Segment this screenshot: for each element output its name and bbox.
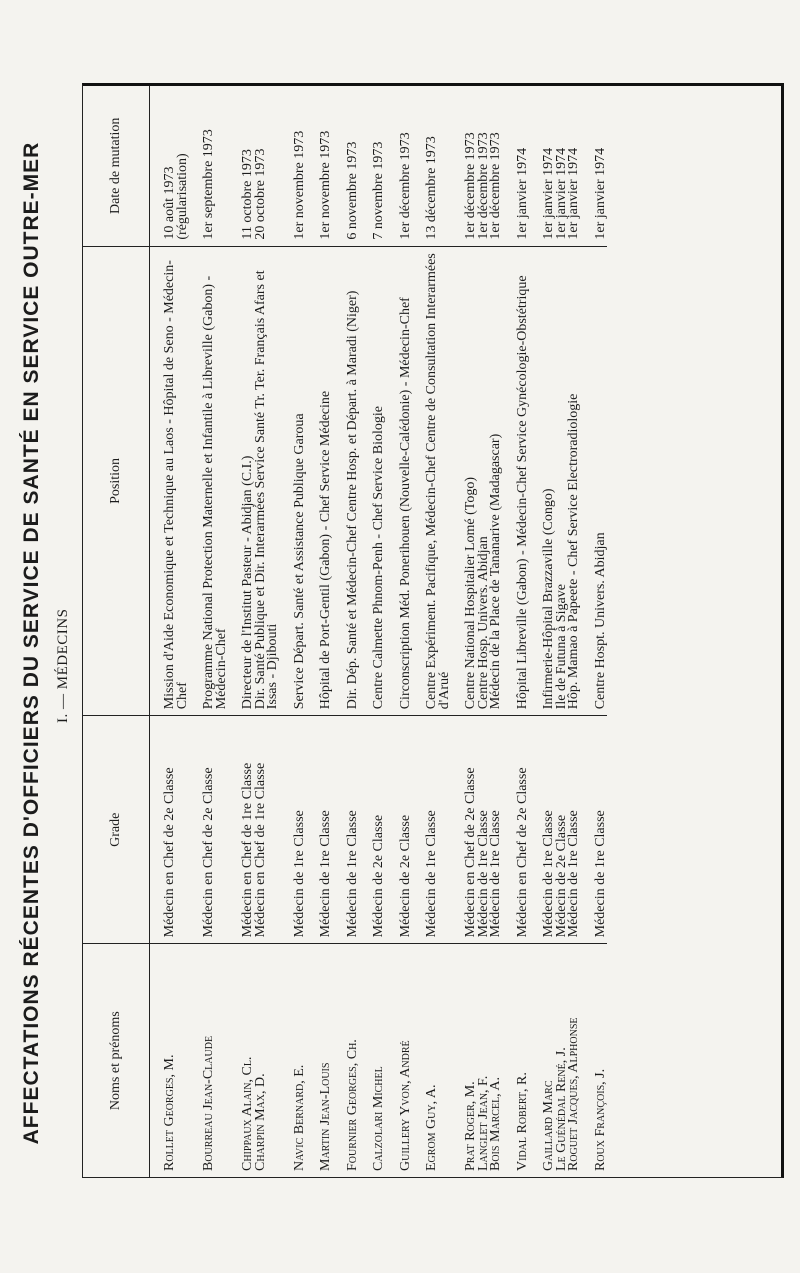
cell-name xyxy=(451,944,503,1177)
cell-pos xyxy=(503,246,530,716)
assignments-table-frame xyxy=(82,83,784,1178)
table-row xyxy=(333,86,360,1177)
cell-grade xyxy=(451,716,503,944)
grade-text: Médecin de 1re Classe xyxy=(475,810,491,938)
cell-grade xyxy=(503,716,530,944)
position-text: Hôpital Libreville (Gabon) - Médecin-Chef Service Gynécologie-Obstétrique xyxy=(514,275,530,710)
position-text: Dir. Santé Publique et Dir. Interarmées Service Santé Tr. Ter. Français Afars et Issas - Djibouti xyxy=(252,270,280,710)
grade-text: Médecin en Chef de 2e Classe xyxy=(463,767,478,938)
cell-grade xyxy=(412,716,451,944)
mutation-date: 1er décembre 1973 xyxy=(488,132,503,240)
cell-name xyxy=(503,944,530,1177)
position-text: Mission d'Aide Economique et Technique au Laos - Hôpital de Seno - Médecin-Chef xyxy=(162,260,190,710)
grade-text: Médecin en Chef de 2e Classe xyxy=(201,767,216,938)
position-text: Service Départ. Santé et Assistance Publique Garoua xyxy=(291,413,307,710)
cell-grade xyxy=(150,716,190,944)
person-name: Charpin Max, D. xyxy=(252,1073,268,1171)
cell-pos xyxy=(581,246,608,716)
grade-text: Médecin de 2e Classe xyxy=(371,814,386,938)
person-name: Bois Marcel, A. xyxy=(488,1076,503,1171)
person-name: Bourreau Jean-Claude xyxy=(201,1035,216,1171)
cell-date xyxy=(359,86,386,246)
section-title: I. — MÉDECINS xyxy=(55,608,71,723)
grade-text: Médecin de 1re Classe xyxy=(592,810,608,938)
mutation-date: 10 août 1973 (régularisation) xyxy=(162,153,190,240)
mutation-date: 1er décembre 1973 xyxy=(463,132,478,240)
table-row xyxy=(359,86,386,1177)
mutation-date: 11 octobre 1973 xyxy=(240,149,255,240)
cell-name xyxy=(228,944,280,1177)
mutation-date: 13 décembre 1973 xyxy=(424,136,439,240)
cell-date xyxy=(412,86,451,246)
cell-date xyxy=(529,86,581,246)
grade-text: Médecin de 1re Classe xyxy=(541,810,556,938)
cell-grade xyxy=(359,716,386,944)
cell-pos xyxy=(280,246,307,716)
table-row xyxy=(503,86,530,1177)
mutation-date: 1er janvier 1974 xyxy=(541,147,556,240)
grade-text: Médecin de 1re Classe xyxy=(291,810,307,938)
cell-date xyxy=(189,86,228,246)
grade-text: Médecin de 1re Classe xyxy=(344,810,360,938)
cell-date xyxy=(228,86,280,246)
mutation-date: 6 novembre 1973 xyxy=(344,141,360,240)
person-name: Martin Jean-Louis xyxy=(318,1062,333,1171)
header-position: Position xyxy=(83,246,150,716)
cell-pos xyxy=(228,246,280,716)
table-row xyxy=(412,86,451,1177)
grade-text: Médecin de 1re Classe xyxy=(424,810,439,938)
mutation-date: 7 novembre 1973 xyxy=(371,141,386,240)
cell-grade xyxy=(581,716,608,944)
cell-pos xyxy=(451,246,503,716)
header-date: Date de mutation xyxy=(83,86,150,246)
cell-pos xyxy=(529,246,581,716)
grade-text: Médecin en Chef de 2e Classe xyxy=(162,767,177,938)
assignments-table xyxy=(83,86,607,1177)
cell-name xyxy=(333,944,360,1177)
mutation-date: 20 octobre 1973 xyxy=(252,148,268,240)
cell-grade xyxy=(306,716,333,944)
cell-pos xyxy=(189,246,228,716)
grade-text: Médecin de 2e Classe xyxy=(397,814,413,938)
cell-date xyxy=(451,86,503,246)
grade-text: Médecin de 1re Classe xyxy=(318,810,333,938)
person-name: Le Guénédal René, J. xyxy=(553,1047,569,1171)
table-row xyxy=(581,86,608,1177)
mutation-date: 1er novembre 1973 xyxy=(318,130,333,240)
mutation-date: 1er novembre 1973 xyxy=(291,130,307,240)
position-text: Centre Calmette Phnom-Penh - Chef Service Biologie xyxy=(371,406,386,710)
cell-pos xyxy=(412,246,451,716)
cell-date xyxy=(333,86,360,246)
cell-grade xyxy=(228,716,280,944)
cell-date xyxy=(306,86,333,246)
person-name: Roux François, J. xyxy=(592,1068,608,1171)
position-text: Programme National Protection Maternelle et Infantile à Libreville (Gabon) - Médecin-Chef xyxy=(201,275,229,710)
position-text: Dir. Dép. Santé et Médecin-Chef Centre Hosp. et Départ. à Maradi (Niger) xyxy=(344,290,360,710)
header-grade: Grade xyxy=(83,716,150,944)
cell-grade xyxy=(189,716,228,944)
person-name: Langlet Jean, F. xyxy=(475,1075,491,1171)
position-text: Centre Expériment. Pacifique, Médecin-Chef Centre de Consultation Interarmées d'Arué xyxy=(424,253,452,710)
header-names: Noms et prénoms xyxy=(83,944,150,1177)
mutation-date: 1er décembre 1973 xyxy=(475,132,491,240)
cell-name xyxy=(359,944,386,1177)
grade-text: Médecin de 1re Classe xyxy=(488,810,503,938)
person-name: Prat Roger, M. xyxy=(463,1081,478,1171)
table-row xyxy=(228,86,280,1177)
position-text: Hôpital de Port-Gentil (Gabon) - Chef Service Médecine xyxy=(318,390,333,710)
cell-date xyxy=(386,86,413,246)
cell-pos xyxy=(306,246,333,716)
cell-name xyxy=(189,944,228,1177)
person-name: Roguet Jacques, Alphonse xyxy=(566,1017,581,1171)
person-name: Gaillard Marc xyxy=(541,1080,556,1171)
position-text: Hôp. Mamao à Papeete - Chef Service Electroradiologie xyxy=(566,393,581,710)
cell-name xyxy=(581,944,608,1177)
table-row xyxy=(280,86,307,1177)
cell-pos xyxy=(359,246,386,716)
position-text: Centre National Hospitalier Lomé (Togo) xyxy=(463,476,478,710)
cell-grade xyxy=(280,716,307,944)
position-text: Circonscription Méd. Ponerihouen (Nouvelle-Calédonie) - Médecin-Chef xyxy=(397,297,413,710)
person-name: Rollet Georges, M. xyxy=(162,1054,177,1171)
table-header-row xyxy=(83,86,150,1177)
mutation-date: 1er janvier 1974 xyxy=(514,147,530,240)
person-name: Calzolari Michel xyxy=(371,1066,386,1171)
position-text: Infirmerie-Hôpital Brazzaville (Congo) xyxy=(541,488,556,710)
cell-name xyxy=(529,944,581,1177)
position-text: Centre Hosp. Univers. Abidjan xyxy=(475,536,491,710)
mutation-date: 1er janvier 1974 xyxy=(553,147,569,240)
cell-pos xyxy=(386,246,413,716)
table-body xyxy=(150,86,608,1177)
table-row xyxy=(386,86,413,1177)
grade-text: Médecin en Chef de 2e Classe xyxy=(514,767,530,938)
cell-name xyxy=(280,944,307,1177)
position-text: Ile de Futuna à Sigave xyxy=(553,584,569,710)
table-row xyxy=(150,86,190,1177)
position-text: Directeur de l'Institut Pasteur - Abidjan (C.I.) xyxy=(240,455,255,710)
cell-pos xyxy=(333,246,360,716)
mutation-date: 1er janvier 1974 xyxy=(592,147,608,240)
cell-name xyxy=(412,944,451,1177)
table-row xyxy=(451,86,503,1177)
mutation-date: 1er janvier 1974 xyxy=(566,147,581,240)
person-name: Navic Bernard, E. xyxy=(291,1064,307,1171)
mutation-date: 1er décembre 1973 xyxy=(397,132,413,240)
cell-name xyxy=(386,944,413,1177)
grade-text: Médecin en Chef de 1re Classe xyxy=(252,762,268,938)
table-row xyxy=(306,86,333,1177)
person-name: Egrom Guy, A. xyxy=(424,1084,439,1171)
cell-date xyxy=(280,86,307,246)
cell-grade xyxy=(386,716,413,944)
cell-date xyxy=(581,86,608,246)
table-row xyxy=(189,86,228,1177)
grade-text: Médecin de 2e Classe xyxy=(553,814,569,938)
person-name: Chippaux Alain, Cl. xyxy=(240,1056,255,1171)
person-name: Fournier Georges, Ch. xyxy=(344,1039,360,1171)
cell-name xyxy=(306,944,333,1177)
cell-date xyxy=(150,86,190,246)
cell-pos xyxy=(150,246,190,716)
cell-name xyxy=(150,944,190,1177)
page-title: AFFECTATIONS RÉCENTES D'OFFICIERS DU SERVICE DE SANTÉ EN SERVICE OUTRE-MER xyxy=(20,141,43,1145)
grade-text: Médecin de 1re Classe xyxy=(566,810,581,938)
position-text: Centre Hospt. Univers. Abidjan xyxy=(592,532,608,710)
cell-grade xyxy=(529,716,581,944)
grade-text: Médecin en Chef de 1re Classe xyxy=(240,762,255,938)
table-row xyxy=(529,86,581,1177)
person-name: Vidal Robert, R. xyxy=(514,1072,530,1171)
person-name: Guillery Yvon, André xyxy=(397,1040,413,1171)
cell-grade xyxy=(333,716,360,944)
position-text: Médecin de la Place de Tananarive (Madagascar) xyxy=(488,433,503,710)
mutation-date: 1er septembre 1973 xyxy=(201,129,216,240)
cell-date xyxy=(503,86,530,246)
